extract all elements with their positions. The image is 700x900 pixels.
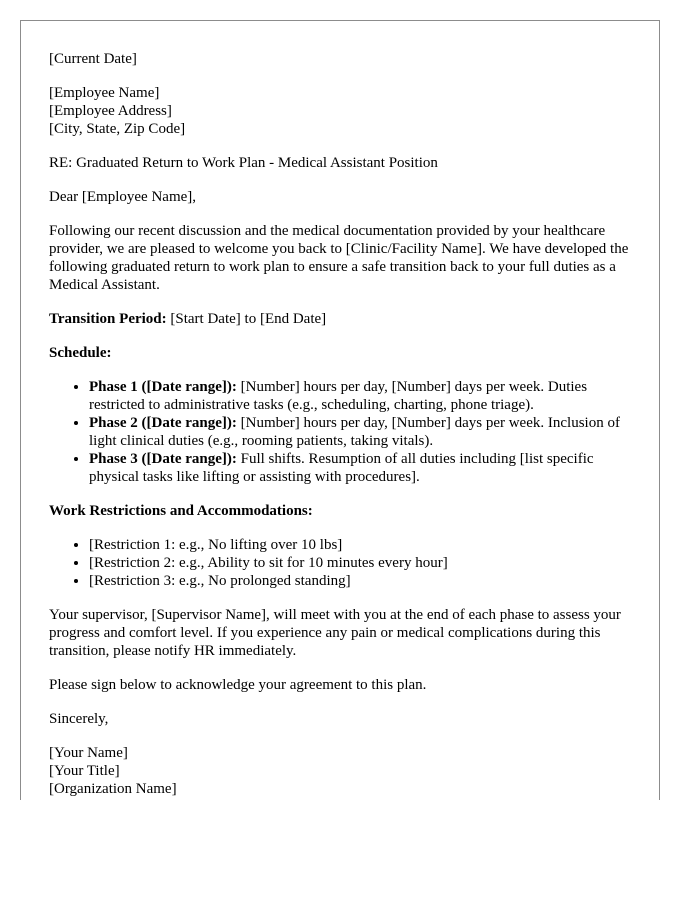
list-item (89, 378, 639, 414)
salutation: Dear [Employee Name], (49, 189, 197, 205)
signature-organization: [Organization Name] (49, 781, 177, 797)
schedule-list (49, 378, 639, 486)
signature-name: [Your Name] (49, 745, 128, 761)
phase-label: Phase 2 ([Date range]): (89, 415, 237, 431)
recipient-block (49, 84, 639, 138)
phase-text: [Number] hours per day, [Number] days per week. Inclusion of light clinical duties (e.g., rooming patients, taking vitals). (89, 415, 620, 449)
closing: Sincerely, (49, 711, 109, 727)
transition-period (49, 310, 639, 328)
restrictions-heading: Work Restrictions and Accommodations: (49, 503, 313, 519)
recipient-city-state-zip: [City, State, Zip Code] (49, 121, 186, 137)
schedule-heading: Schedule: (49, 345, 112, 361)
transition-period-value: [Start Date] to [End Date] (166, 311, 327, 327)
date-text: [Current Date] (49, 51, 137, 67)
recipient-name: [Employee Name] (49, 85, 160, 101)
signature-title: [Your Title] (49, 763, 120, 779)
phase-text: [Number] hours per day, [Number] days per week. Duties restricted to administrative tasks (e.g., scheduling, charting, phone triage). (89, 379, 588, 413)
list-item (89, 450, 639, 486)
restrictions-list (49, 536, 639, 590)
letter-content (49, 50, 639, 798)
supervisor-paragraph: Your supervisor, [Supervisor Name], will meet with you at the end of each phase to assess your progress and comfort level. If you experience any pain or medical complications during this transition, please notify HR immediately. (49, 607, 621, 659)
phase-label: Phase 3 ([Date range]): (89, 451, 237, 467)
list-item: • [Restriction 1: e.g., No lifting over 10 lbs] (89, 536, 639, 554)
list-item (89, 414, 639, 450)
subject-line: RE: Graduated Return to Work Plan - Medical Assistant Position (49, 155, 438, 171)
intro-paragraph: Following our recent discussion and the medical documentation provided by your healthcare provider, we are pleased to welcome you back to [Clinic/Facility Name]. We have developed the following graduated return to work plan to ensure a safe transition back to your full duties as a Medical Assistant. (49, 223, 629, 293)
list-item: • [Restriction 2: e.g., Ability to sit for 10 minutes every hour] (89, 554, 639, 572)
transition-period-label: Transition Period: (49, 311, 167, 327)
recipient-address: [Employee Address] (49, 103, 172, 119)
letter-page (20, 20, 660, 800)
phase-text: Full shifts. Resumption of all duties including [list specific physical tasks like lifting or assisting with procedures]. (89, 451, 594, 485)
list-item: • [Restriction 3: e.g., No prolonged standing] (89, 572, 639, 590)
letter-date (49, 50, 639, 68)
signature-block (49, 744, 639, 798)
acknowledge-paragraph: Please sign below to acknowledge your agreement to this plan. (49, 677, 427, 693)
phase-label: Phase 1 ([Date range]): (89, 379, 237, 395)
